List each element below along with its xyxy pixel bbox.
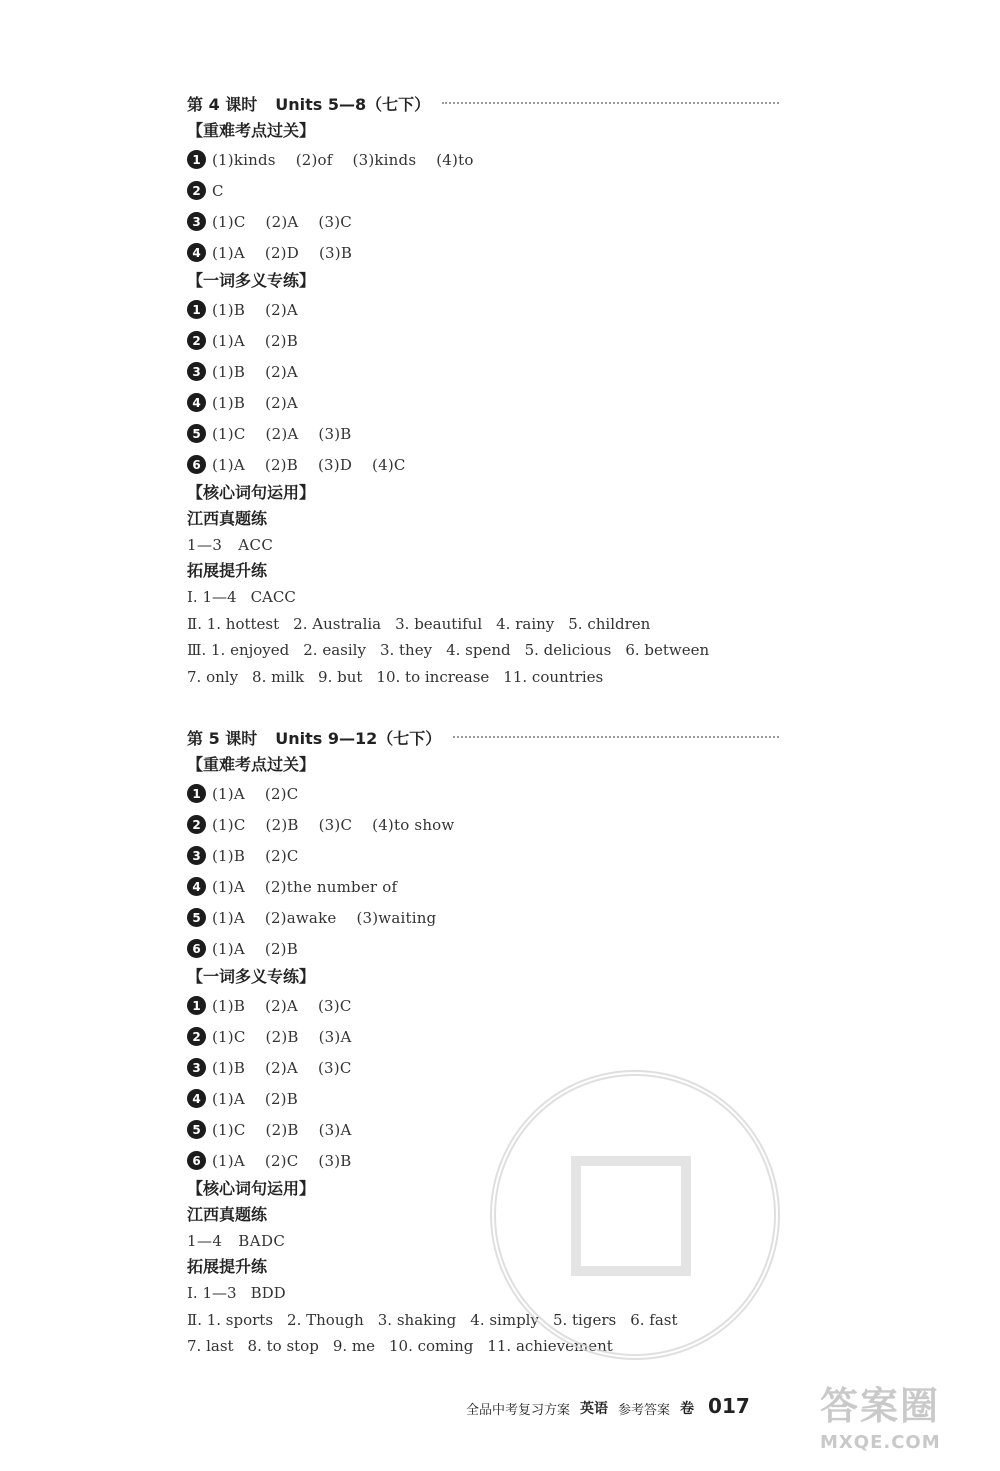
question-number-badge: 4: [187, 1089, 206, 1108]
answer-item: (2)C: [264, 1151, 299, 1170]
lesson-4-section: [187, 88, 779, 690]
answer-item: (1)A: [212, 939, 245, 958]
answer-item: 4. simply: [470, 1310, 539, 1329]
answer-row: [187, 902, 779, 933]
answer-item: (2)C: [264, 784, 299, 803]
answer-item: Ⅱ. 1. sports: [187, 1310, 274, 1329]
answer-item: (2)B: [264, 939, 298, 958]
answer-row: [187, 449, 779, 480]
answer-item: (3)B: [318, 424, 352, 443]
answer-item: 7. only: [187, 667, 239, 686]
answer-item: (1)B: [212, 300, 246, 319]
subsection-extension: 拓展提升练: [187, 561, 268, 580]
answer-item: (1)A: [212, 908, 245, 927]
answer-item: 6. between: [625, 641, 710, 659]
answer-row: [187, 840, 779, 871]
lesson-number: 第 4 课时: [187, 94, 258, 114]
answer-row: [187, 1052, 779, 1083]
answer-item: 1—4: [187, 1232, 223, 1250]
site-watermark-logo: [820, 1375, 990, 1465]
answer-item: 8. to stop: [247, 1337, 319, 1355]
answer-item: (3)D: [317, 455, 353, 474]
answer-row: [187, 387, 779, 418]
answer-item: (1)A: [212, 455, 245, 474]
dotted-rule: [453, 736, 779, 738]
question-number-badge: 2: [187, 815, 206, 834]
subject-label: 英语: [580, 1401, 609, 1417]
page-number: 017: [708, 1394, 750, 1418]
answer-row: [187, 325, 779, 356]
answer-item: (2)C: [265, 846, 299, 865]
question-number-badge: 3: [187, 846, 206, 865]
answer-item: (2)B: [265, 1027, 299, 1046]
units-range: Units 9—12（七下）: [275, 728, 442, 748]
answer-row: [187, 778, 779, 809]
answer-item: 1—3: [187, 536, 223, 554]
answer-item: (2)of: [295, 150, 333, 169]
question-number-badge: 4: [187, 393, 206, 412]
answer-item: 3. shaking: [377, 1310, 457, 1329]
answer-item: CACC: [250, 588, 296, 606]
extension-line: [187, 664, 779, 691]
answer-item: (2)A: [265, 996, 298, 1015]
answer-item: 7. last: [187, 1337, 234, 1355]
answer-row: [187, 356, 779, 387]
question-number-badge: 1: [187, 150, 206, 169]
answer-item: (1)C: [212, 815, 246, 834]
answer-item: 9. me: [332, 1337, 375, 1355]
answer-item: (3)C: [317, 1058, 352, 1077]
answer-item: BADC: [238, 1232, 286, 1250]
answer-row: [187, 990, 779, 1021]
question-number-badge: 1: [187, 300, 206, 319]
section-core-usage: 【核心词句运用】: [187, 483, 316, 502]
answer-item: (2)A: [265, 300, 298, 319]
answer-row: [187, 933, 779, 964]
book-title: 全品中考复习方案: [466, 1403, 571, 1418]
section-polysemy: 【一词多义专练】: [187, 271, 316, 290]
answer-item: (1)A: [212, 1151, 245, 1170]
answer-item: (2)B: [264, 1089, 298, 1108]
answer-item: (4)to show: [372, 815, 455, 834]
question-number-badge: 5: [187, 424, 206, 443]
section-key-points: 【重难考点过关】: [187, 755, 316, 774]
answer-item: (2)A: [265, 424, 299, 443]
seal-emblem: [571, 1156, 691, 1276]
answer-item: (1)A: [212, 1089, 245, 1108]
dotted-rule: [442, 102, 779, 104]
answer-row: [187, 871, 779, 902]
answer-item: (2)B: [265, 1120, 299, 1139]
answer-item: (2)B: [265, 815, 299, 834]
answer-item: 5. tigers: [552, 1310, 617, 1329]
answer-item: 4. rainy: [496, 614, 555, 633]
answer-item: (3)kinds: [352, 150, 417, 169]
question-number-badge: 5: [187, 1120, 206, 1139]
answer-item: 5. delicious: [524, 641, 612, 659]
extension-line: [187, 637, 779, 664]
question-number-badge: 2: [187, 181, 206, 200]
answer-item: 9. but: [318, 667, 363, 686]
answer-item: (3)C: [317, 996, 352, 1015]
answer-item: Ⅱ. 1. hottest: [187, 614, 280, 633]
question-number-badge: 6: [187, 455, 206, 474]
answer-item: (4)C: [372, 455, 406, 474]
volume-label: 卷: [680, 1401, 695, 1417]
answer-item: (1)B: [212, 362, 246, 381]
question-number-badge: 4: [187, 243, 206, 262]
answer-item: 6. fast: [630, 1310, 678, 1329]
answer-item: 5. children: [568, 614, 651, 633]
answer-item: ACC: [238, 536, 274, 554]
extension-line: [187, 584, 779, 611]
question-number-badge: 6: [187, 1151, 206, 1170]
answer-row: [187, 1021, 779, 1052]
answer-item: 3. they: [379, 641, 433, 659]
answer-item: (2)awake: [264, 908, 337, 927]
answer-item: (1)B: [212, 1058, 246, 1077]
question-number-badge: 2: [187, 331, 206, 350]
answer-item: (2)B: [264, 331, 298, 350]
answer-item: (3)C: [318, 212, 352, 231]
seal-stamp: [490, 1070, 780, 1360]
answer-item: (1)B: [212, 996, 246, 1015]
answer-item: (1)A: [212, 331, 245, 350]
answer-row: [187, 418, 779, 449]
question-number-badge: 3: [187, 212, 206, 231]
answer-item: (2)B: [264, 455, 298, 474]
section-polysemy: 【一词多义专练】: [187, 967, 316, 986]
answer-item: 4. spend: [446, 641, 511, 659]
answer-item: 11. achievement: [487, 1337, 613, 1355]
subsection-extension: 拓展提升练: [187, 1257, 268, 1276]
question-number-badge: 4: [187, 877, 206, 896]
answer-item: (3)C: [318, 815, 353, 834]
answer-row: [187, 206, 779, 237]
answer-item: (1)A: [212, 243, 245, 262]
units-range: Units 5—8（七下）: [275, 94, 431, 114]
question-number-badge: 6: [187, 939, 206, 958]
answer-item: 2. easily: [303, 641, 366, 659]
question-number-badge: 3: [187, 362, 206, 381]
lesson-5-title: [187, 722, 779, 752]
answer-item: 10. coming: [389, 1337, 474, 1355]
question-number-badge: 2: [187, 1027, 206, 1046]
answer-item: (2)the number of: [264, 877, 398, 896]
subsection-jiangxi-real: 江西真题练: [187, 1205, 268, 1224]
answer-item: 11. countries: [503, 667, 604, 686]
answer-item: (1)B: [212, 846, 246, 865]
question-number-badge: 5: [187, 908, 206, 927]
answer-item: 3. beautiful: [395, 614, 483, 633]
answer-item: (3)A: [318, 1027, 352, 1046]
answer-item: (1)C: [212, 1120, 246, 1139]
answer-item: (1)C: [212, 424, 246, 443]
key-points-list: [187, 144, 779, 268]
lesson-number: 第 5 课时: [187, 728, 258, 748]
answer-item: Ⅰ. 1—4: [187, 588, 237, 606]
question-number-badge: 3: [187, 1058, 206, 1077]
answer-row: [187, 237, 779, 268]
watermark-title: 答案圈: [820, 1384, 941, 1428]
answer-item: (2)A: [265, 393, 298, 412]
answer-row: [187, 175, 779, 206]
answer-item: (1)kinds: [212, 150, 276, 169]
answer-item: (1)B: [212, 393, 246, 412]
answer-item: (2)A: [265, 1058, 298, 1077]
page-footer: [466, 1390, 750, 1418]
answer-row: [187, 294, 779, 325]
polysemy-list: [187, 294, 779, 480]
answer-item: 2. Though: [287, 1310, 364, 1329]
extension-lines: [187, 584, 779, 690]
answer-item: (3)B: [318, 1151, 352, 1170]
answer-item: Ⅰ. 1—3: [187, 1284, 237, 1302]
key-points-list: [187, 778, 779, 964]
section-key-points: 【重难考点过关】: [187, 121, 316, 140]
answer-item: C: [212, 181, 224, 200]
section-core-usage: 【核心词句运用】: [187, 1179, 316, 1198]
part-label: 参考答案: [618, 1403, 671, 1418]
answer-item: (3)B: [318, 243, 353, 262]
answer-item: (2)D: [264, 243, 299, 262]
subsection-jiangxi-real: 江西真题练: [187, 509, 268, 528]
answer-item: (2)A: [265, 212, 299, 231]
extension-line: [187, 611, 779, 638]
question-number-badge: 1: [187, 784, 206, 803]
question-number-badge: 1: [187, 996, 206, 1015]
watermark-url: MXQE.COM: [820, 1432, 941, 1453]
answer-item: 10. to increase: [376, 667, 490, 686]
answer-item: Ⅲ. 1. enjoyed: [187, 641, 290, 659]
answer-item: (1)C: [212, 1027, 246, 1046]
answer-item: (1)A: [212, 784, 245, 803]
answer-item: (3)waiting: [356, 908, 437, 927]
answer-item: (1)A: [212, 877, 245, 896]
answer-item: (4)to: [436, 150, 474, 169]
lesson-4-title: [187, 88, 779, 118]
answer-item: 2. Australia: [293, 614, 382, 633]
answer-item: (3)A: [318, 1120, 352, 1139]
jiangxi-answers: [187, 532, 779, 558]
answer-row: [187, 809, 779, 840]
answer-item: (1)C: [212, 212, 246, 231]
answer-row: [187, 144, 779, 175]
answer-item: BDD: [250, 1284, 286, 1302]
answer-item: 8. milk: [252, 667, 305, 686]
answer-item: (2)A: [265, 362, 298, 381]
